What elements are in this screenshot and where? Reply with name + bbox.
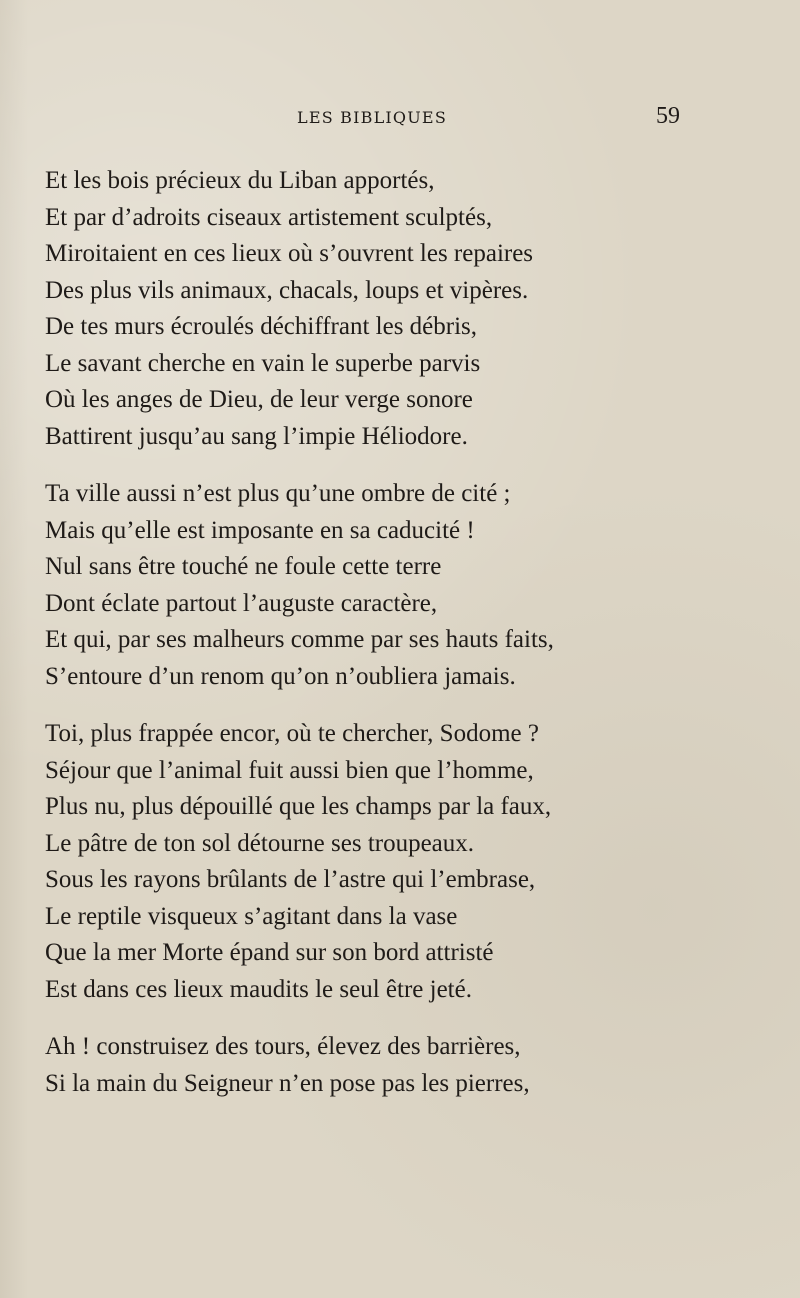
poem-line: Et par d’adroits ciseaux artistement sculptés,: [45, 203, 493, 231]
stanza-3: [45, 716, 725, 1008]
poem-line: Mais qu’elle est imposante en sa caducité !: [45, 516, 475, 544]
poem-line: Si la main du Seigneur n’en pose pas les pierres,: [45, 1069, 530, 1097]
stanza-2: [45, 476, 725, 695]
poem-line: Et les bois précieux du Liban apportés,: [45, 167, 435, 194]
poem-line: Sous les rayons brûlants de l’astre qui l’embrase,: [45, 866, 536, 893]
poem-line: Ta ville aussi n’est plus qu’une ombre de cité ;: [45, 480, 511, 507]
poem-line: Que la mer Morte épand sur son bord attristé: [45, 939, 494, 966]
poem-line: Miroitaient en ces lieux où s’ouvrent les repaires: [45, 240, 534, 267]
page-number: 59: [656, 103, 680, 129]
poem-line: Des plus vils animaux, chacals, loups et vipères.: [45, 276, 529, 304]
poem-line: Le pâtre de ton sol détourne ses troupeaux.: [45, 829, 475, 857]
poem-line: Où les anges de Dieu, de leur verge sonore: [45, 386, 473, 413]
poem-line: De tes murs écroulés déchiffrant les débris,: [45, 313, 478, 340]
poem-line: Le savant cherche en vain le superbe parvis: [45, 349, 481, 377]
poem-line: Battirent jusqu’au sang l’impie Héliodore.: [45, 422, 468, 450]
running-title: LES BIBLIQUES: [297, 108, 447, 127]
poem-line: Est dans ces lieux maudits le seul être jeté.: [45, 975, 472, 1003]
poem-line: Toi, plus frappée encor, où te chercher, Sodome ?: [45, 720, 539, 747]
stanza-4: [45, 1029, 725, 1102]
poem-line: Dont éclate partout l’auguste caractère,: [45, 589, 438, 617]
poem-line: Ah ! construisez des tours, élevez des barrières,: [45, 1033, 521, 1060]
stanza-1: [45, 163, 725, 455]
poem-line: Nul sans être touché ne foule cette terre: [45, 553, 442, 580]
poem-line: Et qui, par ses malheurs comme par ses hauts faits,: [45, 626, 554, 653]
page-header: [0, 104, 800, 134]
poem-line: Séjour que l’animal fuit aussi bien que l’homme,: [45, 756, 534, 784]
poem-line: Le reptile visqueux s’agitant dans la vase: [45, 902, 458, 930]
poem-text: [45, 163, 725, 1123]
poem-line: Plus nu, plus dépouillé que les champs par la faux,: [45, 793, 552, 820]
poem-line: S’entoure d’un renom qu’on n’oubliera jamais.: [45, 662, 516, 690]
